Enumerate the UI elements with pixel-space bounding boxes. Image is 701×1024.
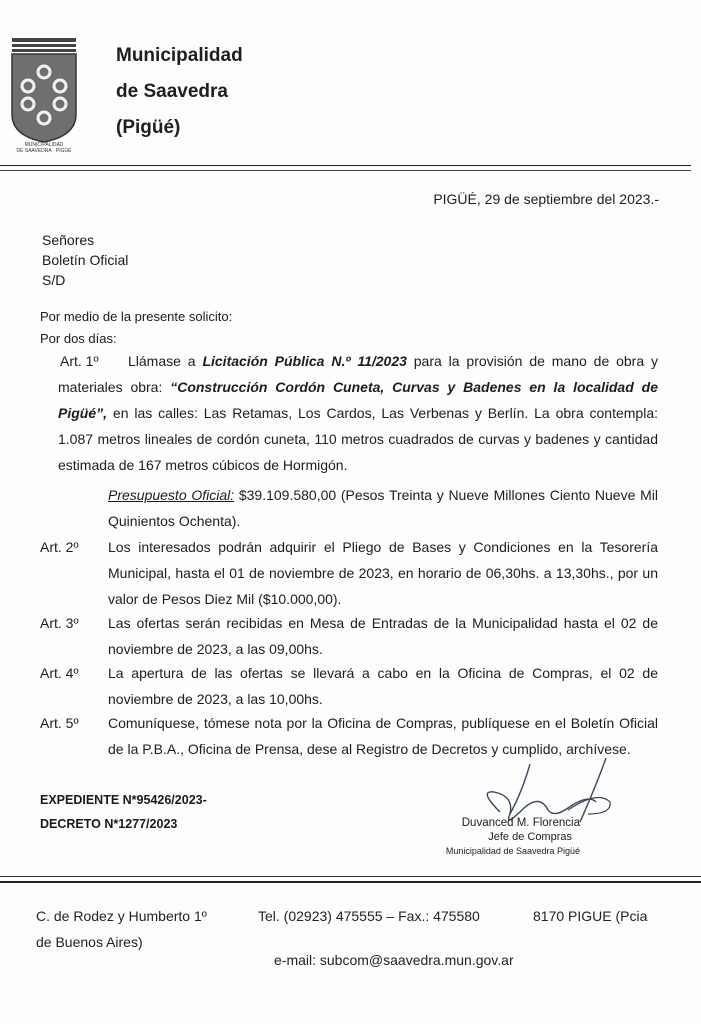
expediente-ref: EXPEDIENTE N*95426/2023- <box>40 793 207 807</box>
signature-block <box>440 816 580 858</box>
intro-line: Por medio de la presente solicito: <box>40 309 233 324</box>
signatory-role: Jefe de Compras <box>488 831 572 843</box>
addressee-line: Boletín Oficial <box>42 252 129 268</box>
intro-line: Por dos días: <box>40 331 117 346</box>
footer-postal: 8170 PIGUE (Pcia <box>533 908 648 924</box>
intro <box>40 306 232 350</box>
addressee <box>42 230 128 290</box>
coat-of-arms-icon <box>8 36 80 154</box>
budget-amount: $39.109.580,00 (Pesos Treinta y Nueve Millones Ciento Nueve Mil Quinientos Ochenta). <box>108 487 658 529</box>
article-4-text: La apertura de las ofertas se llevará a cabo en la Oficina de Compras, el 02 de noviembre de 2023, a las 10,00hs. <box>108 665 658 707</box>
footer-email[interactable]: e-mail: subcom@saavedra.mun.gov.ar <box>274 952 514 968</box>
decreto-ref: DECRETO N*1277/2023 <box>40 817 178 831</box>
address-line: de Buenos Aires) <box>36 934 143 950</box>
title-line: de Saavedra <box>116 81 228 102</box>
budget-label: Presupuesto Oficial: <box>108 487 235 503</box>
addressee-line: S/D <box>42 272 66 288</box>
municipality-title <box>116 38 243 146</box>
footer-divider-thick <box>0 881 701 883</box>
signatory-name: Duvanced M. Florencia <box>461 817 580 829</box>
signatory-org: Municipalidad de Saavedra Pigüé <box>445 846 580 856</box>
article-5-label: Art. 5º <box>40 715 79 731</box>
title-line: (Pigüé) <box>116 117 181 138</box>
title-line: Municipalidad <box>116 45 243 66</box>
address-line: C. de Rodez y Humberto 1º <box>36 908 207 924</box>
official-budget <box>108 482 658 534</box>
article-1-label: Art. 1º <box>60 353 99 369</box>
footer-phone: Tel. (02923) 475555 – Fax.: 475580 <box>258 908 480 924</box>
file-references <box>40 788 207 836</box>
article-2-text: Los interesados podrán adquirir el Pliego de Bases y Condiciones en la Tesorería Municipal, hasta el 01 de noviembre de 2023, en horario de 06,30hs. a 13,30hs., por un valor de Pesos Diez Mil ($10.000,00). <box>108 539 658 607</box>
article-3-label: Art. 3º <box>40 615 79 631</box>
project-title: “Construcción Cordón Cuneta, Curvas y Badenes en la localidad de Pigüé”, <box>58 379 658 421</box>
municipal-logo <box>8 36 80 154</box>
article-1-text: Llámase a Licitación Pública N.º 11/2023 para la provisión de mano de obra y materiales obra: “Construcción Cordón Cuneta, Curvas y Badenes en la localidad de Pigüé”, en las calles: Las Retamas, Los Cardos, Las Verbenas y Berlín. La obra contempla: 1.087 metros lineales de cordón cuneta, 110 metros cuadrados de curvas y badenes y cantidad estimada de 167 metros cúbicos de Hormigón. <box>58 353 658 473</box>
article-3-text: Las ofertas serán recibidas en Mesa de Entradas de la Municipalidad hasta el 02 de noviembre de 2023, a las 09,00hs. <box>108 615 658 657</box>
article-4-label: Art. 4º <box>40 665 79 681</box>
addressee-line: Señores <box>42 232 95 248</box>
tender-number: Licitación Pública N.º 11/2023 <box>202 353 407 369</box>
article-2-label: Art. 2º <box>40 539 79 555</box>
header-divider-thin <box>0 170 691 171</box>
article-5-text: Comuníquese, tómese nota por la Oficina de Compras, publíquese en el Boletín Oficial de la P.B.A., Oficina de Prensa, dese al Registro de Decretos y cumplido, archívese. <box>108 715 658 757</box>
logo-caption: DE SAAVEDRA · PIGÜÉ <box>16 148 72 154</box>
footer-address <box>36 903 207 955</box>
header-divider <box>0 165 691 166</box>
date-line: PIGÜÉ, 29 de septiembre del 2023.- <box>433 191 659 207</box>
logo-caption: MUNICIPALIDAD <box>24 142 64 148</box>
footer-divider <box>0 876 701 877</box>
